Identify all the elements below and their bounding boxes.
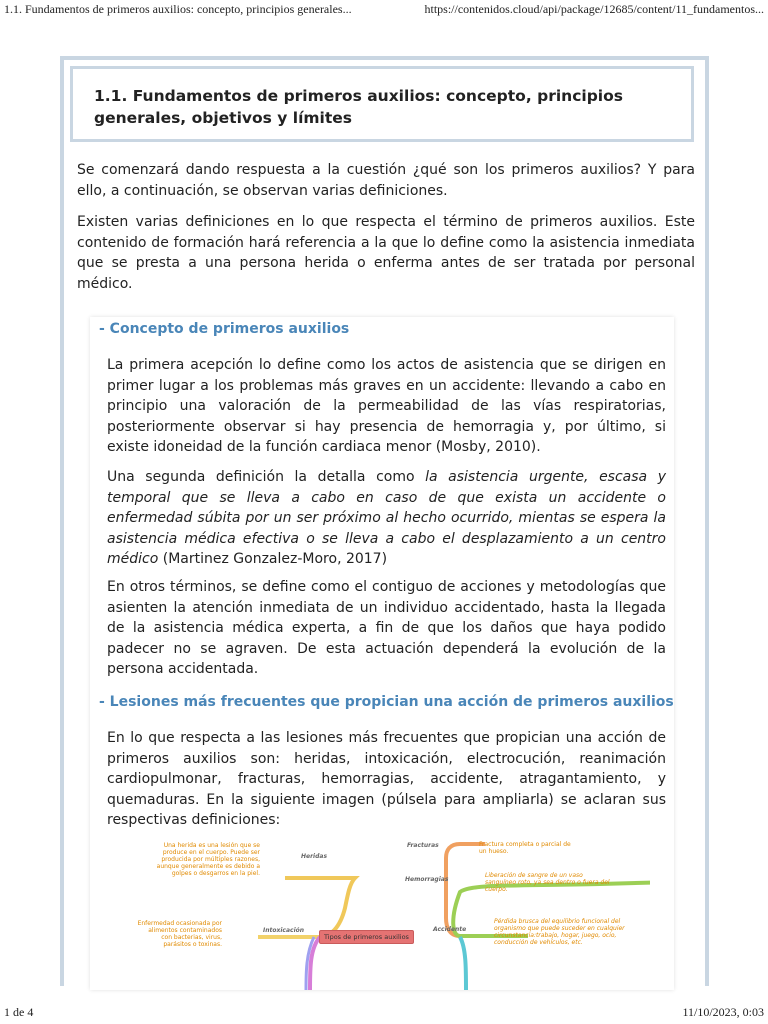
content-card [90,317,674,990]
lesiones-paragraph-1: En lo que respecta a las lesiones más frecuentes que propician una acción de primeros auxilios son: heridas, intoxicación, electrocución, reanimación cardiopulmonar, fracturas, hemorragias, accidente, atragantamiento, y quemaduras. En la siguiente imagen (púlsela para ampliarla) se aclaran sus respectivas definiciones: [107,730,666,828]
mindmap-note-accidente: Pérdida brusca del equilibrio funcional del organismo que puede suceder en cualquier circunstancia:trabajo, hogar, juego, ocio, conducción de vehículos, etc. [494,918,625,946]
mindmap-node-heridas: Heridas [301,853,328,860]
print-header-title: 1.1. Fundamentos de primeros auxilios: concepto, principios generales... [4,2,352,16]
mindmap-image[interactable] [130,838,650,990]
title-box [70,66,694,142]
page-title: 1.1. Fundamentos de primeros auxilios: concepto, principios generales, objetivos y límites [94,87,623,127]
mindmap-note-heridas: Una herida es una lesión que se produce en el cuerpo. Puede ser producida por múltiples razones, aunque generalmente es debido a golpes o desgarros en la piel. [156,842,260,877]
concepto-p2-citation: (Martinez Gonzalez-Moro, 2017) [158,551,388,567]
mindmap-node-accidente: Accidente [433,926,467,933]
print-header [0,0,768,20]
concepto-paragraph-1: La primera acepción lo define como los actos de asistencia que se dirigen en primer lugar a los problemas más graves en un accidente: llevando a cabo en principio una valoración de la permeabilidad de las vías respiratorias, posteriormente observar si hay presencia de hemorragia y, por último, si existe idoneidad de la función cardiaca menor (Mosby, 2010). [107,357,666,455]
concepto-paragraph-3: En otros términos, se define como el contiguo de acciones y metodologías que asienten la atención inmediata de un individuo accidentado, hasta la llegada de la asistencia médica experta, a fin de que los daños que haya podido padecer no se agraven. De esta actuación dependerá la evolución de la persona accidentada. [107,579,666,677]
concepto-p2-pre: Una segunda definición la detalla como [107,469,426,485]
content-frame [60,56,709,986]
mindmap-node-hemorragias: Hemorragias [405,876,449,883]
concepto-p2-emphasis: la asistencia urgente, escasa y temporal que se lleva a cabo en caso de que exista un accidente o enfermedad súbita por un ser próximo al hecho ocurrido, mientas se espera la asistencia médica efectiva o se lleva a cabo el desplazamiento a un centro médico [107,469,666,567]
intro-paragraph-2: Existen varias definiciones en lo que respecta el término de primeros auxilios. Este contenido de formación hará referencia a la que lo define como la asistencia inmediata que se presta a una persona herida o enferma antes de ser tratada por personal médico. [77,214,695,292]
intro-paragraph-1: Se comenzará dando respuesta a la cuestión ¿qué son los primeros auxilios? Y para ello, a continuación, se observan varias definiciones. [77,162,695,199]
print-footer-datetime: 11/10/2023, 0:03 [682,1005,764,1019]
print-header-url: https://contenidos.cloud/api/package/12685/content/11_fundamentos... [424,2,764,16]
print-footer [0,1004,768,1024]
section-heading-lesiones: - Lesiones más frecuentes que propician una acción de primeros auxilios [99,694,674,710]
mindmap-node-intoxicacion: Intoxicación [263,927,305,934]
mindmap-note-fracturas: Fractura completa o parcial de un hueso. [479,841,571,855]
mindmap-root-node: Tipos de primeros auxilios [319,930,414,944]
mindmap-note-intoxicacion: Enfermedad ocasionada por alimentos contaminados con bacterias, virus, parásitos o toxinas. [137,920,222,948]
print-footer-page: 1 de 4 [4,1005,34,1019]
mindmap-note-hemorragias: Liberación de sangre de un vaso sanguíneo roto, ya sea dentro o fuera del cuerpo. [485,872,610,893]
mindmap-node-fracturas: Fracturas [407,842,439,849]
concepto-paragraph-2 [107,467,666,570]
section-heading-concepto: - Concepto de primeros auxilios [99,321,350,337]
